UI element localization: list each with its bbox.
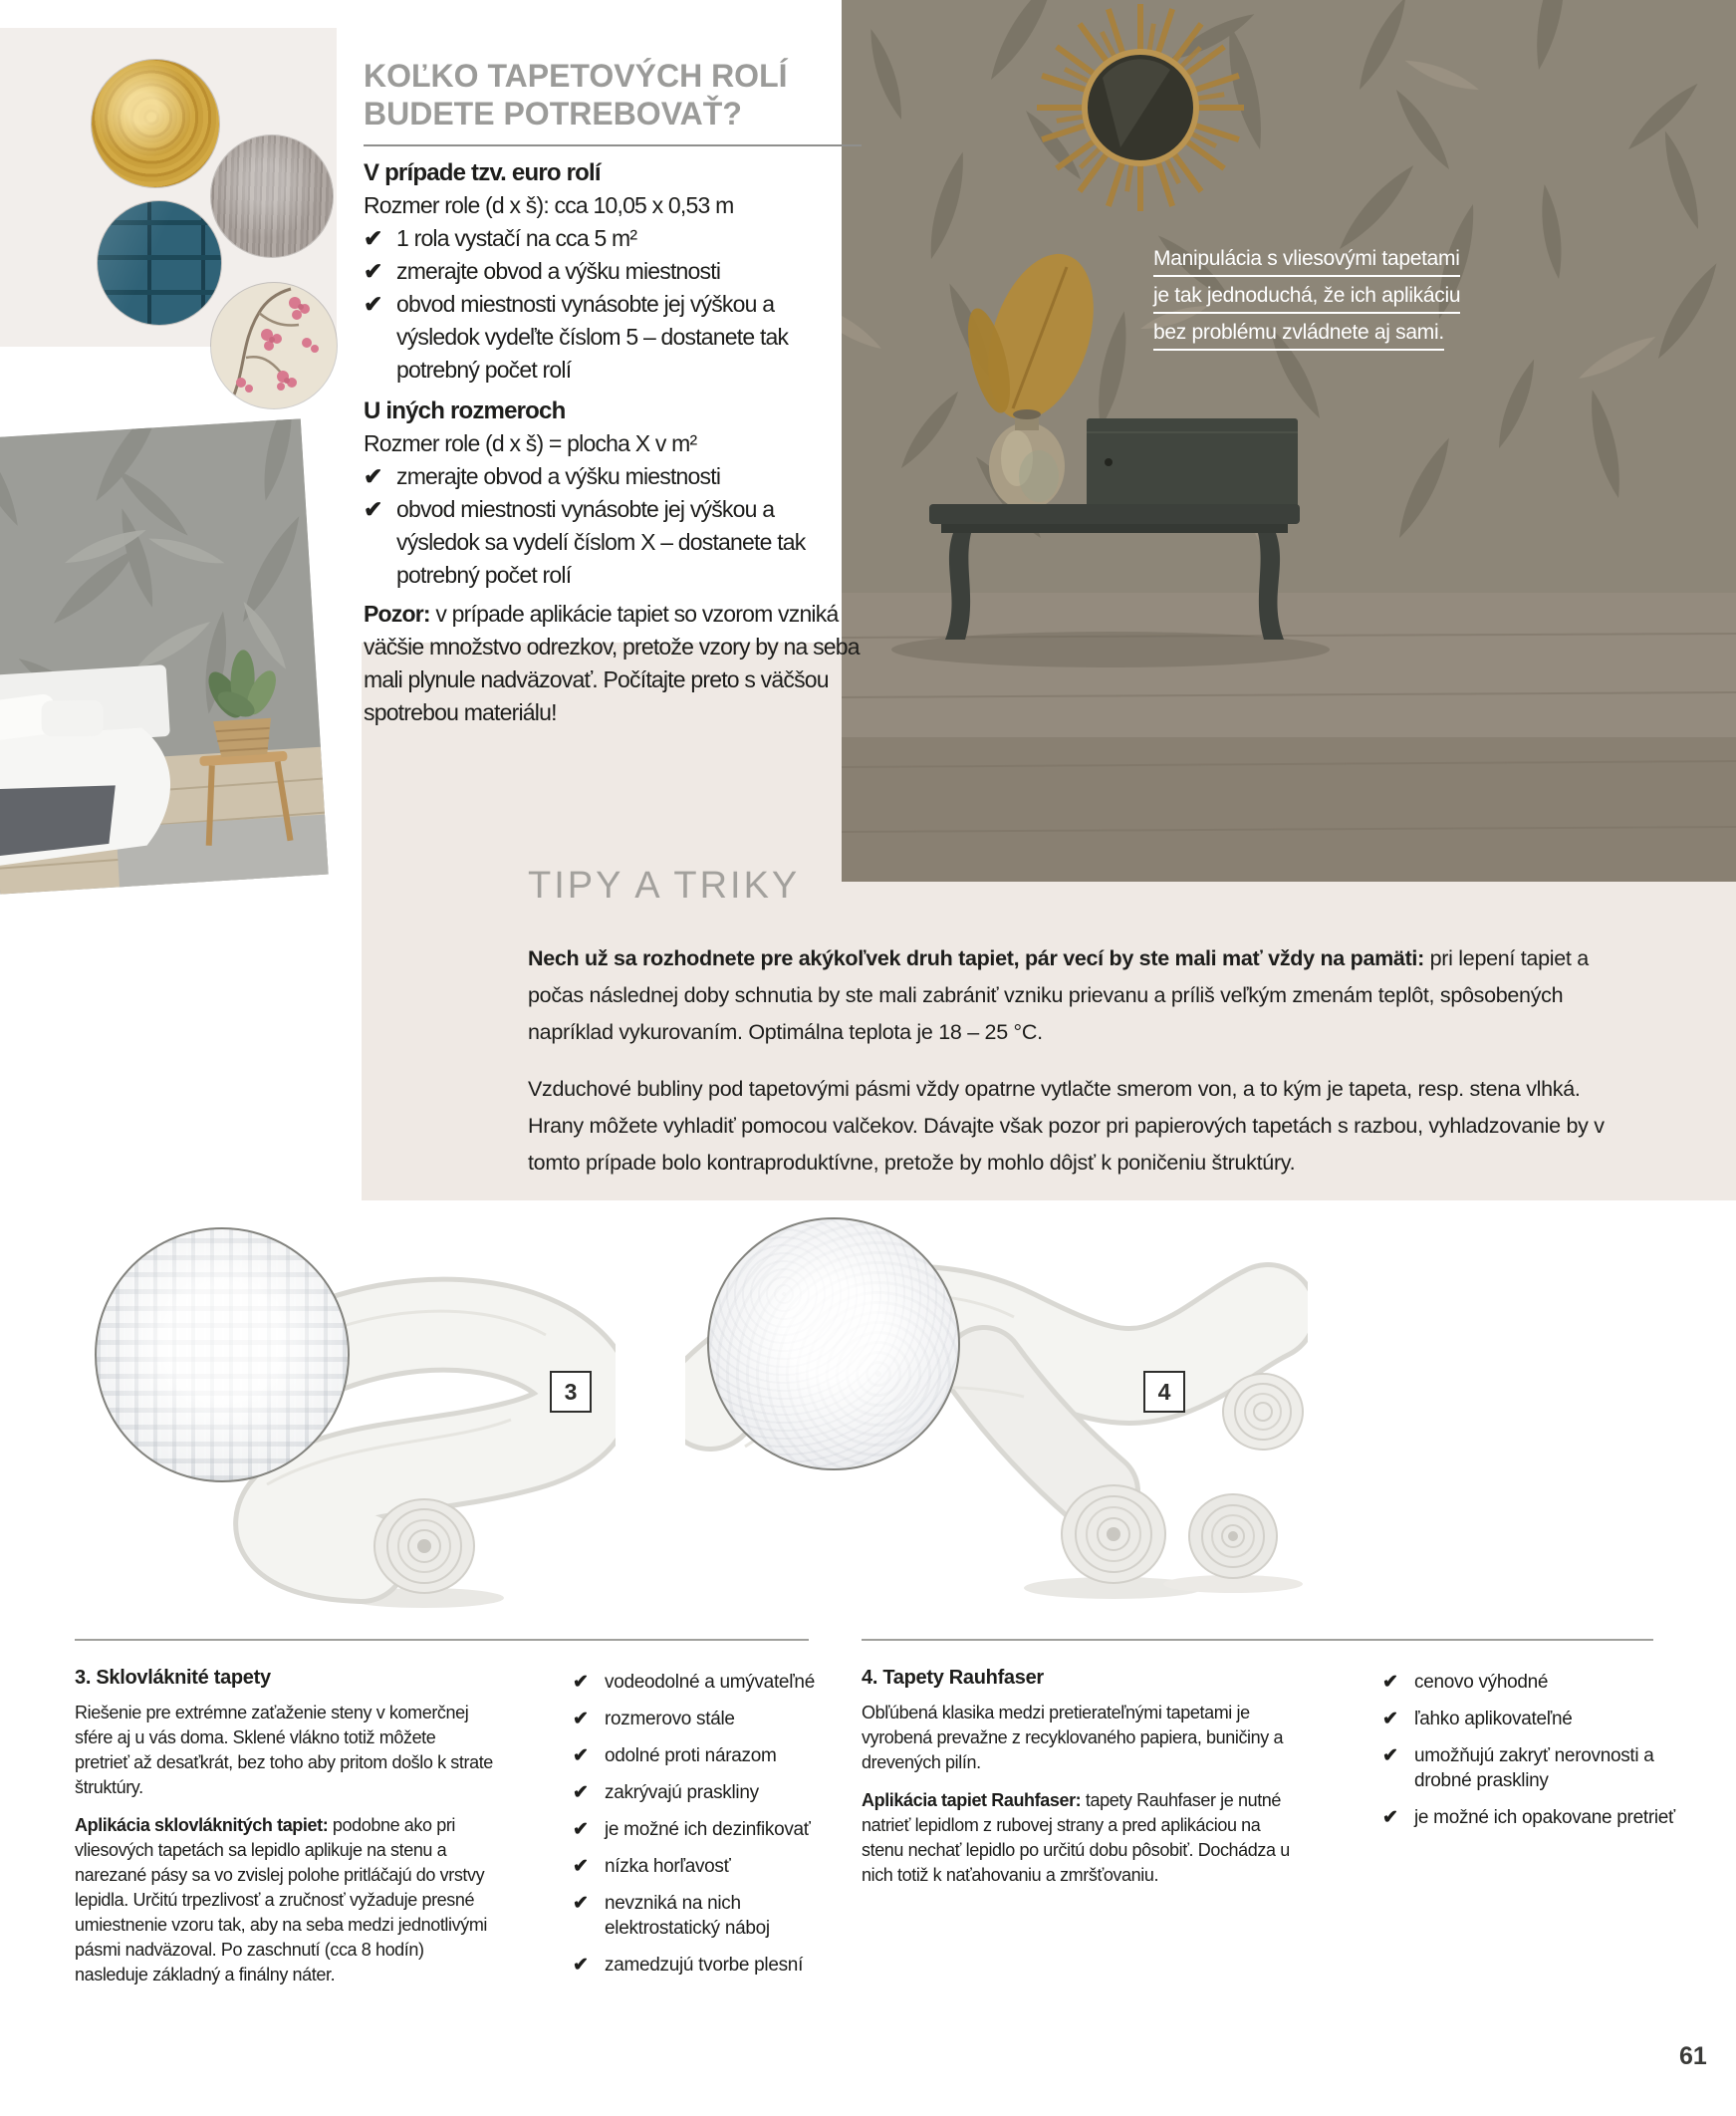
- tips-heading: TIPY A TRIKY: [528, 865, 801, 907]
- other-size-heading: U iných rozmeroch: [364, 397, 566, 424]
- product-3-description: [75, 1666, 493, 2000]
- check-icon: ✔: [573, 1955, 589, 1976]
- product-3-paragraph-2: Aplikácia sklovláknitých tapiet: podobne ako pri vliesových tapetách sa lepidlo aplikuje na stenu a narezané pásy sa vo zvislej polohe pritláčajú do vrstvy lepidla. Určitú trpezlivosť a zručnosť vyžaduje presné umiestnenie vzoru tak, aby na seba medzi jednotlivými pásmi nadväzoval. Po zaschnutí (cca 8 hodín) nasleduje základný a finálny náter.: [75, 1815, 488, 1984]
- check-icon: ✔: [573, 1856, 589, 1877]
- bedroom-photo: [0, 418, 329, 894]
- product-3-badge: 3: [550, 1371, 592, 1413]
- product-4-badge: 4: [1143, 1371, 1185, 1413]
- check-icon: ✔: [364, 258, 383, 284]
- benefit-item: ✔ odolné proti nárazom: [573, 1745, 777, 1766]
- product-4-paragraph-2: Aplikácia tapiet Rauhfaser: tapety Rauhfaser je nutné natrieť lepidlom z rubovej strany a pred aplikáciou na stenu nechať lepidlo po určitú dobu pôsobiť. Dochádza u nich totiž k naťahovaniu a zmršťovaniu.: [862, 1790, 1290, 1885]
- product-3-heading: 3. Sklovláknité tapety: [75, 1667, 271, 1689]
- roll-end: [374, 1499, 474, 1593]
- product-4-description: [862, 1666, 1300, 1901]
- check-icon: ✔: [364, 496, 383, 522]
- tips-paragraph-2: Vzduchové bubliny pod tapetovými pásmi vždy opatrne vytlačte smerom von, a to kým je tapeta, resp. stena vlhká. Hrany môžete vyhladiť pomocou valčekov. Dávajte však pozor pri papierových tapetách s razbou, vyhladzovanie by v tomto prípade bolo kontraproduktívne, pretože by mohlo dôjsť k poničeniu štruktúry.: [528, 1077, 1605, 1175]
- product-4-heading: 4. Tapety Rauhfaser: [862, 1667, 1044, 1689]
- benefit-item: ✔ umožňujú zakryť nerovnosti a drobné praskliny: [1382, 1745, 1654, 1791]
- benefit-item: ✔ nízka horľavosť: [573, 1856, 731, 1877]
- wallpaper-swatch-floral: [211, 283, 337, 408]
- product-3-paragraph-1: Riešenie pre extrémne zaťaženie steny v komerčnej sfére aj u vás doma. Sklené vlákno totiž môžete pretrieť až desaťkrát, bez toho aby pritom došlo k strate štruktúry.: [75, 1703, 493, 1797]
- check-icon: ✔: [573, 1893, 589, 1914]
- check-icon: ✔: [573, 1819, 589, 1840]
- check-icon: ✔: [573, 1745, 589, 1766]
- check-icon: ✔: [573, 1672, 589, 1693]
- benefit-item: ✔ je možné ich opakovane pretrieť: [1382, 1807, 1675, 1828]
- wallpaper-swatch-blue-brick: [98, 201, 221, 325]
- check-icon: ✔: [573, 1782, 589, 1803]
- photo-caption: Manipulácia s vliesovými tapetami je tak jednoduchá, že ich aplikáciu bez problému zvládnete aj sami.: [1153, 247, 1460, 358]
- roll-end-1: [1062, 1485, 1165, 1583]
- glass-fiber-texture-inset: [95, 1227, 350, 1482]
- euro-roll-size: Rozmer role (d x š): cca 10,05 x 0,53 m: [364, 192, 734, 218]
- benefit-item: ✔ rozmerovo stále: [573, 1709, 735, 1729]
- check-icon: ✔: [1382, 1672, 1398, 1693]
- other-size-checklist: [364, 460, 862, 592]
- checklist-item: ✔ obvod miestnosti vynásobte jej výškou a výsledok vydeľte číslom 5 – dostanete tak potrebný počet rolí: [364, 288, 862, 387]
- benefit-item: ✔ nevzniká na nich elektrostatický náboj: [573, 1893, 770, 1939]
- floral-pattern: [211, 283, 337, 408]
- benefit-item: ✔ cenovo výhodné: [1382, 1672, 1549, 1693]
- check-icon: ✔: [1382, 1745, 1398, 1766]
- wallpaper-swatch-gold-wood: [92, 60, 219, 187]
- product-4-benefits: [1382, 1670, 1681, 1842]
- wall-photo: [842, 0, 1736, 882]
- checklist-item: ✔ 1 rola vystačí na cca 5 m²: [364, 222, 862, 255]
- euro-roll-heading: V prípade tzv. euro rolí: [364, 159, 601, 186]
- other-size-line: Rozmer role (d x š) = plocha X v m²: [364, 430, 697, 456]
- checklist-item: ✔ obvod miestnosti vynásobte jej výškou a výsledok sa vydelí číslom X – dostanete tak potrebný počet rolí: [364, 493, 862, 592]
- benefit-item: ✔ zakrývajú praskliny: [573, 1782, 759, 1803]
- product-3-benefits: [573, 1670, 822, 1989]
- benefit-item: ✔ je možné ich dezinfikovať: [573, 1819, 811, 1840]
- divider-left: [75, 1639, 809, 1641]
- check-icon: ✔: [573, 1709, 589, 1729]
- check-icon: ✔: [364, 463, 383, 489]
- wallpaper-swatch-gray-wood: [211, 135, 333, 257]
- cabinet-knob: [1105, 458, 1113, 466]
- benefit-item: ✔ zamedzujú tvorbe plesní: [573, 1955, 804, 1976]
- benefit-item: ✔ ľahko aplikovateľné: [1382, 1709, 1573, 1729]
- check-icon: ✔: [1382, 1709, 1398, 1729]
- checklist-item: ✔ zmerajte obvod a výšku miestnosti: [364, 460, 862, 493]
- roll-calc-section: [364, 57, 862, 729]
- tips-section: [528, 865, 1613, 1201]
- roll-end-3: [1223, 1374, 1303, 1450]
- benefit-item: ✔ vodeodolné a umývateľné: [573, 1672, 815, 1693]
- checklist-item: ✔ zmerajte obvod a výšku miestnosti: [364, 255, 862, 288]
- euro-roll-checklist: [364, 222, 862, 387]
- check-icon: ✔: [364, 291, 383, 317]
- product-4-paragraph-1: Obľúbená klasika medzi pretierateľnými tapetami je vyrobená prevažne z recyklovaného papiera, buničiny a drevených pilín.: [862, 1703, 1284, 1772]
- bed-pillow-2: [41, 700, 103, 737]
- warning-note: Pozor: v prípade aplikácie tapiet so vzorom vzniká väčšie množstvo odrezkov, pretože vzory by na seba mali plynule nadväzovať. Počítajte preto s väčšou spotrebou materiálu!: [364, 601, 860, 725]
- page-number: 61: [1679, 2042, 1707, 2070]
- tips-paragraph-1: Nech už sa rozhodnete pre akýkoľvek druh tapiet, pár vecí by ste mali mať vždy na pamäti: pri lepení tapiet a počas následnej doby schnutia by ste mali zabrániť vzniku prievanu a príliš veľkým zmenám teplôt, spôsobených napríklad vykurovaním. Optimálna teplota je 18 – 25 °C.: [528, 946, 1589, 1044]
- roll-end-2: [1189, 1494, 1277, 1578]
- rauhfaser-texture-inset: [707, 1217, 960, 1470]
- divider-right: [862, 1639, 1653, 1641]
- check-icon: ✔: [1382, 1807, 1398, 1828]
- section-title: KOĽKO TAPETOVÝCH ROLÍ BUDETE POTREBOVAŤ?: [364, 57, 862, 146]
- check-icon: ✔: [364, 225, 383, 251]
